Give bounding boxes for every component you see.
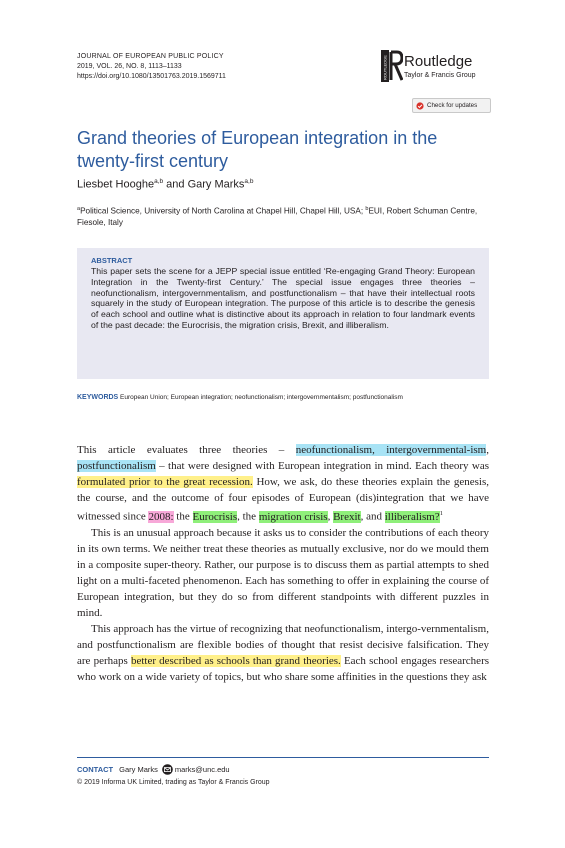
body-text-run: This approach has the virtue of recognizing that neofunctionalism, intergo-vernmentalism, and postfunctionalism are flexible bodies of thought that resist decisive falsification. They are perhaps	[77, 622, 489, 667]
contact-heading: CONTACT	[77, 765, 114, 774]
publisher-logo[interactable]	[381, 50, 493, 86]
body-text-run: , the	[237, 510, 259, 523]
keywords-text: European Union; European integration; neofunctionalism; intergovernmentalism; postfunctionalism	[118, 394, 403, 401]
body-text-run: ,	[327, 510, 334, 523]
check-updates-icon	[416, 102, 424, 110]
check-updates-button[interactable]	[412, 98, 491, 113]
body-text-run: the	[173, 510, 193, 523]
body-text-run: – that were designed with European integration in mind. Each theory was	[155, 460, 489, 472]
body-text-run: This article evaluates three theories –	[77, 444, 296, 456]
author-1-affil: a,b	[154, 178, 164, 185]
author-2[interactable]: Gary Marks	[187, 178, 245, 191]
affil-a: Political Science, University of North Carolina at Chapel Hill, Chapel Hill, USA;	[80, 206, 366, 216]
highlight-green[interactable]: Brexit	[333, 510, 361, 523]
article-title: Grand theories of European integration in the twenty-first century	[77, 128, 438, 171]
highlight-blue[interactable]: neofunctionalism, intergovernmental-ism	[295, 444, 487, 456]
copyright: © 2019 Informa UK Limited, trading as Taylor & Francis Group	[77, 779, 270, 786]
affil-a-sup: a	[77, 206, 81, 212]
keywords	[77, 393, 489, 403]
body-text-run: How, we ask, do these theories explain the genesis, the course, and the outcome of four episodes of European (dis)integration that we have witnessed since	[77, 476, 489, 523]
body-text-run: ,	[486, 444, 489, 456]
highlight-green[interactable]: illiberalism?	[384, 510, 440, 523]
email-icon	[162, 764, 173, 775]
contact-line	[77, 764, 230, 775]
author-2-affil: a,b	[244, 178, 254, 185]
affiliations	[77, 204, 489, 229]
authors-and: and	[163, 178, 188, 191]
affil-b: EUI, Robert Schuman Centre, Fiesole, Italy	[77, 206, 478, 228]
journal-name: JOURNAL OF EUROPEAN PUBLIC POLICY	[77, 53, 224, 60]
authors	[77, 178, 253, 191]
footer-divider	[77, 757, 489, 758]
highlight-green[interactable]: Eurocrisis	[192, 510, 238, 523]
body-text	[77, 442, 489, 685]
journal-info	[77, 52, 226, 82]
logo-vertical-text: ROUTLEDGE	[382, 55, 388, 80]
highlight-blue[interactable]: postfunctionalism	[77, 460, 156, 472]
routledge-logo-icon	[381, 50, 403, 82]
body-paragraph-3	[77, 621, 489, 685]
publisher-sub: Taylor & Francis Group	[404, 72, 476, 79]
author-1[interactable]: Liesbet Hooghe	[77, 178, 155, 191]
body-paragraph-2: This is an unusual approach because it asks us to consider the contributions of each theory in its own terms. We neither treat these theories as mutually exclusive, nor do we mould them in a composite super-theory. Rather, our purpose is to discuss them as partial attempts to shed light on a multi-faceted phenomenon. Each has something to offer in explaining the course of European integration, but they do so from different standpoints with different puzzles in mind.	[77, 526, 489, 619]
doi-link[interactable]: https://doi.org/10.1080/13501763.2019.1569711	[77, 73, 226, 80]
body-text-run: Each school engages researchers who work on a wide variety of topics, but who share some affinities in the questions they ask	[77, 654, 490, 683]
highlight-yellow[interactable]: better described as schools than grand theories.	[130, 654, 341, 667]
keywords-heading: KEYWORDS	[77, 394, 119, 401]
affil-b-sup: b	[365, 206, 369, 212]
body-paragraph-1	[77, 442, 489, 525]
abstract-text: This paper sets the scene for a JEPP special issue entitled ‘Re-engaging Grand Theory: European Integration in the Twenty-first Century.’ The special issue engages three theories – neofunctionalism, intergovernmentalism, and postfunctionalism – that have their intellectual roots squarely in the study of European integration. The purpose of this article is to describe the genesis of each school and outline what is distinctive about its approach in relation to four landmark events of the past decade: the Eurocrisis, the migration crisis, Brexit, and illiberalism.	[91, 266, 475, 330]
body-text-run: , and	[360, 510, 385, 523]
highlight-yellow[interactable]: formulated prior to the great recession.	[77, 476, 253, 488]
contact-email[interactable]: marks@unc.edu	[174, 765, 230, 774]
abstract-box	[77, 248, 489, 379]
abstract-heading: ABSTRACT	[91, 256, 133, 265]
volume-line: 2019, VOL. 26, NO. 8, 1113–1133	[77, 63, 182, 70]
footnote-ref[interactable]: 1	[439, 510, 443, 517]
highlight-green[interactable]: migration crisis	[258, 510, 328, 523]
publisher-name: Routledge	[404, 53, 473, 70]
check-updates-label: Check for updates	[427, 102, 478, 109]
highlight-pink[interactable]: 2008:	[148, 510, 174, 523]
contact-name: Gary Marks	[119, 765, 158, 774]
